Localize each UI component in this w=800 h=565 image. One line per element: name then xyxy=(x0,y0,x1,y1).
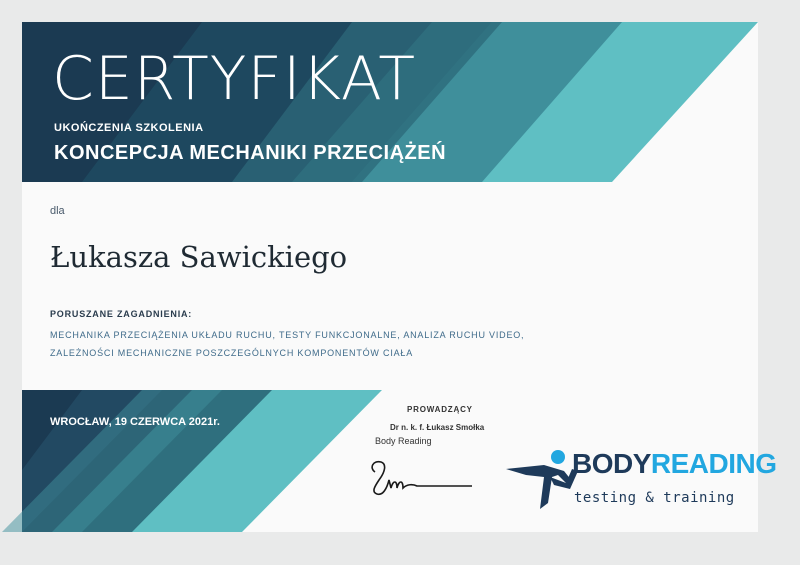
signature-image xyxy=(367,450,477,500)
brand-tagline: testing & training xyxy=(574,490,735,506)
certificate-subtitle: UKOŃCZENIA SZKOLENIA xyxy=(54,122,204,134)
lead-organization: Body Reading xyxy=(375,436,432,446)
lead-name: Dr n. k. f. Łukasz Smołka xyxy=(390,423,485,432)
footer-banner xyxy=(22,390,382,532)
topics-line-2: ZALEŻNOŚCI MECHANICZNE POSZCZEGÓLNYCH KOMPONENTÓW CIAŁA xyxy=(50,348,414,358)
brand-name xyxy=(572,448,777,480)
place-date: WROCŁAW, 19 CZERWCA 2021r. xyxy=(50,416,220,428)
topics-heading: PORUSZANE ZAGADNIENIA: xyxy=(50,309,193,319)
course-title: KONCEPCJA MECHANIKI PRZECIĄŻEŃ xyxy=(54,142,447,164)
for-label: dla xyxy=(50,205,65,217)
certificate-paper xyxy=(22,22,777,532)
brand-part-1: BODY xyxy=(572,448,651,479)
brand-part-2: READING xyxy=(650,448,777,479)
lead-heading: PROWADZĄCY xyxy=(407,405,473,414)
topics-line-1: MECHANIKA PRZECIĄŻENIA UKŁADU RUCHU, TESTY FUNKCJONALNE, ANALIZA RUCHU VIDEO, xyxy=(50,330,525,340)
topics-text xyxy=(50,326,610,362)
certificate-title: CERTYFIKAT xyxy=(52,44,416,114)
recipient-name: Łukasza Sawickiego xyxy=(50,240,348,274)
runner-icon xyxy=(506,450,578,509)
